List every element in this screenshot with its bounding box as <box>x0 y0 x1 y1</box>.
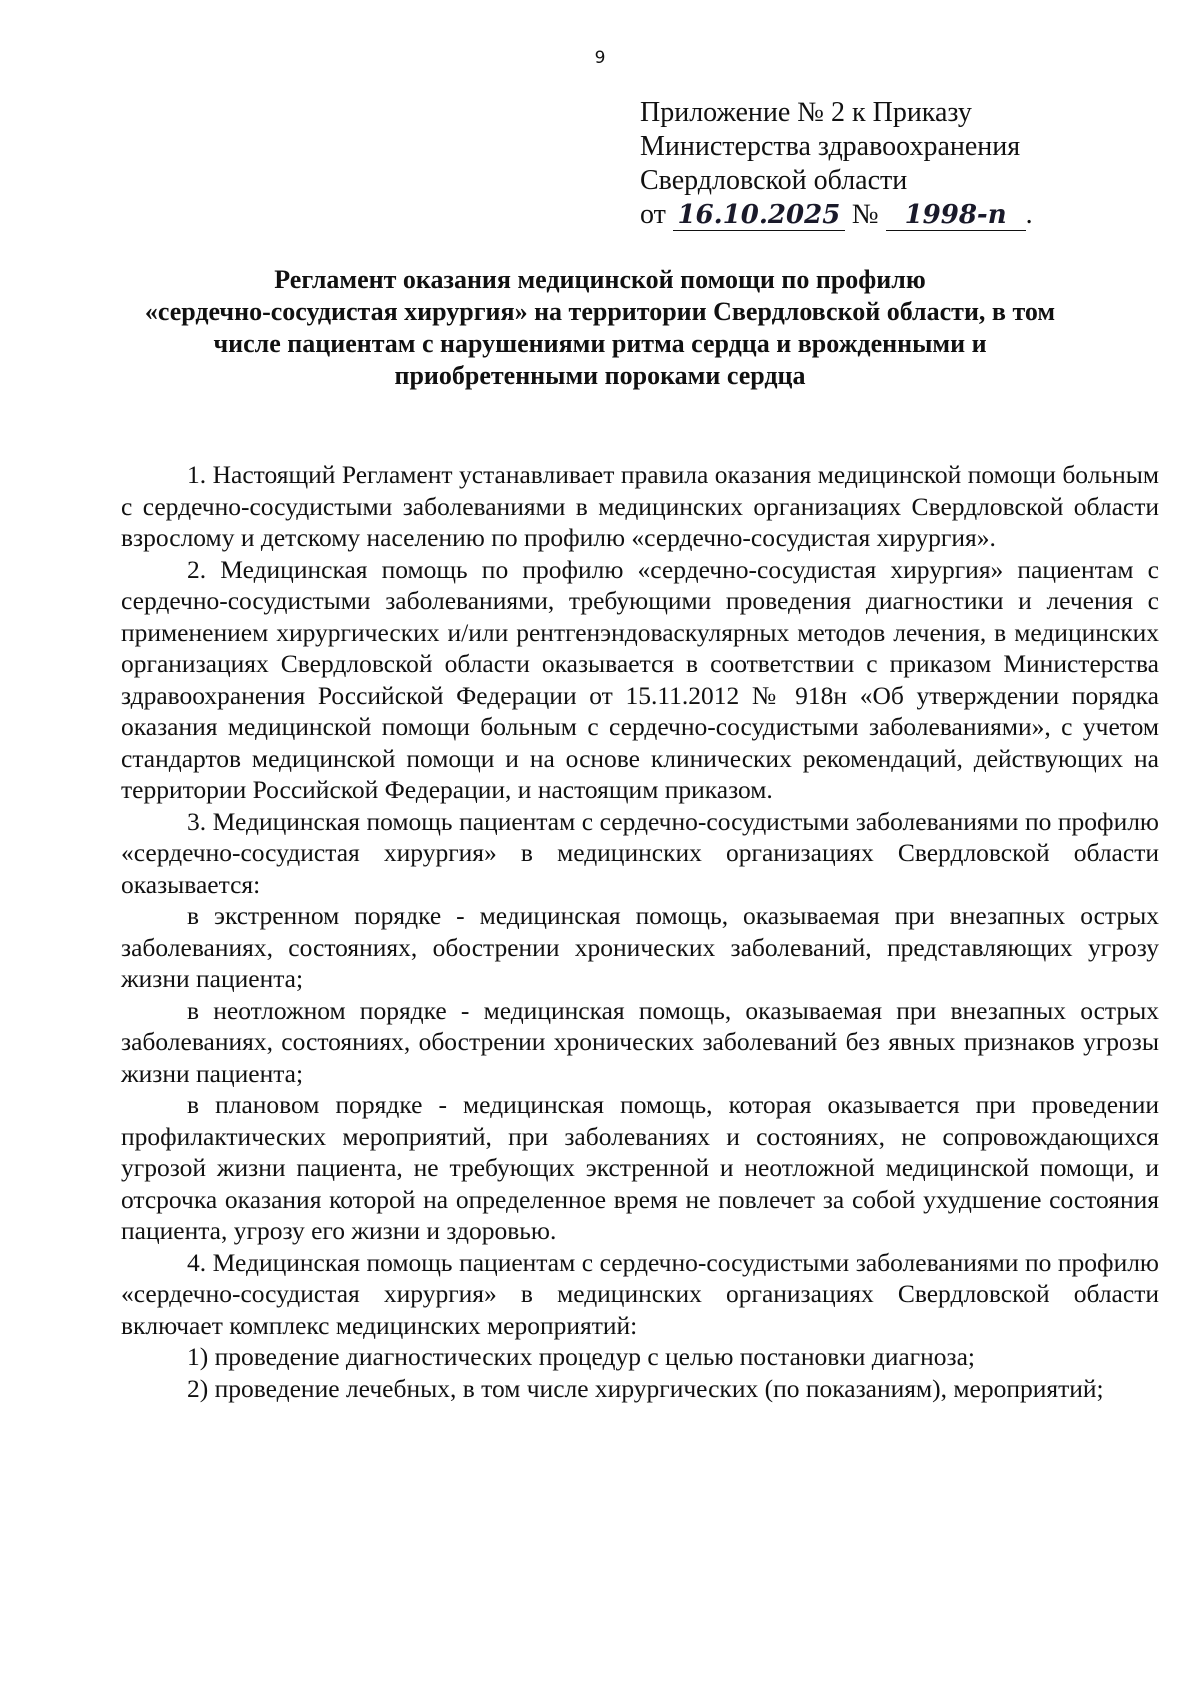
paragraph-3-emergency: в экстренном порядке - медицинская помощь, оказываемая при внезапных острых заболеваниях, состояниях, обострении хронических заболеваний, представляющих угрозу жизни пациента; <box>121 901 1159 993</box>
handwritten-order-number: 1998-п <box>886 200 1026 231</box>
handwritten-date: 16.10.2025 <box>673 200 845 231</box>
appendix-line-2: Министерства здравоохранения <box>640 131 1021 162</box>
appendix-line-1: Приложение № 2 к Приказу <box>640 97 972 128</box>
title-line-3: числе пациентам с нарушениями ритма сердца и врожденными и <box>213 329 987 358</box>
trailing-dot: . <box>1025 199 1033 230</box>
appendix-line-3: Свердловской области <box>640 165 908 196</box>
date-prefix: от <box>640 199 666 230</box>
paragraph-3-urgent: в неотложном порядке - медицинская помощь, оказываемая при внезапных острых заболеваниях, состояниях, обострении хронических заболеваний без явных признаков угрозы жизни пациента; <box>121 995 1159 1088</box>
document-title <box>120 264 1080 392</box>
document-body <box>121 459 1159 1404</box>
title-line-2: «сердечно-сосудистая хирургия» на территории Свердловской области, в том <box>144 297 1056 326</box>
number-sign: № <box>851 199 879 230</box>
paragraph-2: 2. Медицинская помощь по профилю «сердечно-сосудистая хирургия» пациентам с сердечно-сосудистыми заболеваниями, требующими проведения диагностики и лечения с применением хирургических и/или рентгенэндоваскулярных методов лечения, в медицинских организациях Свердловской области оказывается в соответствии с приказом Министерства здравоохранения Российской Федерации от 15.11.2012 № 918н «Об утверждении порядка оказания медицинской помощи больным с сердечно-сосудистыми заболеваниями», с учетом стандартов медицинской помощи и на основе клинических рекомендаций, действующих на территории Российской Федерации, и настоящим приказом. <box>121 554 1159 804</box>
title-line-4: приобретенными пороками сердца <box>394 361 806 390</box>
paragraph-4-item-2: 2) проведение лечебных, в том числе хирургических (по показаниям), мероприятий; <box>187 1373 1104 1403</box>
paragraph-1: 1. Настоящий Регламент устанавливает правила оказания медицинской помощи больным с сердечно-сосудистыми заболеваниями в медицинских организациях Свердловской области взрослому и детскому населению по профилю «сердечно-сосудистая хирургия». <box>121 460 1159 552</box>
paragraph-3-planned: в плановом порядке - медицинская помощь, которая оказывается при проведении профилактических мероприятий, при заболеваниях и состояниях, не сопровождающихся угрозой жизни пациента, не требующих экстренной и неотложной медицинской помощи, и отсрочка оказания которой на определенное время не повлечет за собой ухудшение состояния пациента, угрозу его жизни и здоровью. <box>121 1090 1159 1245</box>
appendix-date-line <box>640 198 1120 232</box>
page-number: 9 <box>594 48 606 68</box>
paragraph-3: 3. Медицинская помощь пациентам с сердечно-сосудистыми заболеваниями по профилю «сердечно-сосудистая хирургия» в медицинских организациях Свердловской области оказывается: <box>121 806 1159 899</box>
appendix-header <box>640 96 1120 232</box>
paragraph-4: 4. Медицинская помощь пациентам с сердечно-сосудистыми заболеваниями по профилю «сердечно-сосудистая хирургия» в медицинских организациях Свердловской области включает комплекс медицинских мероприятий: <box>121 1247 1159 1340</box>
title-line-1: Регламент оказания медицинской помощи по профилю <box>274 265 926 294</box>
paragraph-4-item-1: 1) проведение диагностических процедур с целью постановки диагноза; <box>187 1342 976 1371</box>
